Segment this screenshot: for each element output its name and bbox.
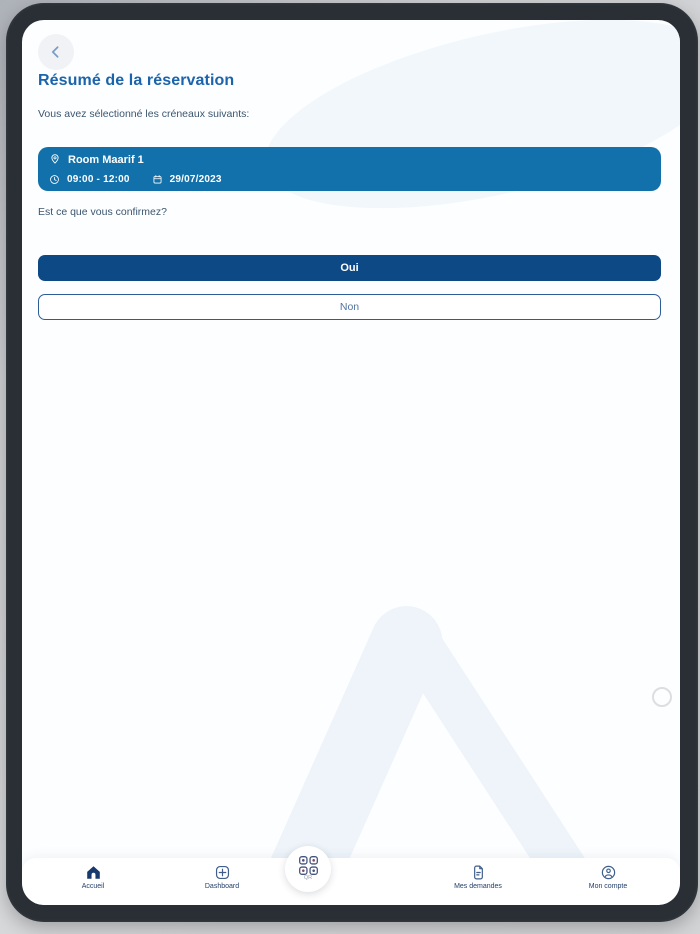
selection-subtitle: Vous avez sélectionné les créneaux suivants:: [38, 108, 250, 120]
chevron-left-icon: [48, 44, 64, 60]
background-swoosh: [248, 20, 680, 245]
qr-scan-button[interactable]: [285, 846, 331, 892]
calendar-icon: [152, 174, 163, 185]
nav-label-accueil: Accueil: [81, 883, 105, 890]
nav-label-mon-compte: Mon compte: [588, 883, 628, 890]
floating-handle[interactable]: [652, 687, 672, 707]
back-button[interactable]: [38, 34, 74, 70]
reservation-slot-card: [38, 147, 661, 191]
confirm-question: Est ce que vous confirmez?: [38, 206, 167, 218]
nav-item-dashboard[interactable]: [177, 864, 267, 890]
qr-icon: [299, 856, 318, 875]
account-icon: [600, 864, 617, 881]
app-screen: [22, 20, 680, 905]
location-pin-icon: [49, 153, 61, 166]
dashboard-icon: [214, 864, 231, 881]
nav-label-mes-demandes: Mes demandes: [454, 883, 502, 890]
nav-label-dashboard: Dashboard: [204, 883, 240, 890]
slot-time-row: [49, 174, 650, 185]
nav-item-mes-demandes[interactable]: [433, 864, 523, 890]
nav-item-mon-compte[interactable]: [563, 864, 653, 890]
page-title: Résumé de la réservation: [38, 72, 235, 89]
confirm-no-button[interactable]: Non: [38, 294, 661, 320]
home-icon: [85, 864, 102, 881]
room-row: [49, 153, 650, 166]
bottom-nav-bar: [22, 858, 680, 905]
room-name: Room Maarif 1: [68, 153, 144, 166]
nav-item-accueil[interactable]: [48, 864, 138, 890]
confirm-yes-button[interactable]: Oui: [38, 255, 661, 281]
clock-icon: [49, 174, 60, 185]
qr-button-label: QR: [303, 875, 313, 882]
slot-date: 29/07/2023: [169, 174, 222, 185]
document-icon: [470, 864, 487, 881]
slot-time: 09:00 - 12:00: [67, 174, 130, 185]
tablet-frame: [6, 3, 698, 922]
